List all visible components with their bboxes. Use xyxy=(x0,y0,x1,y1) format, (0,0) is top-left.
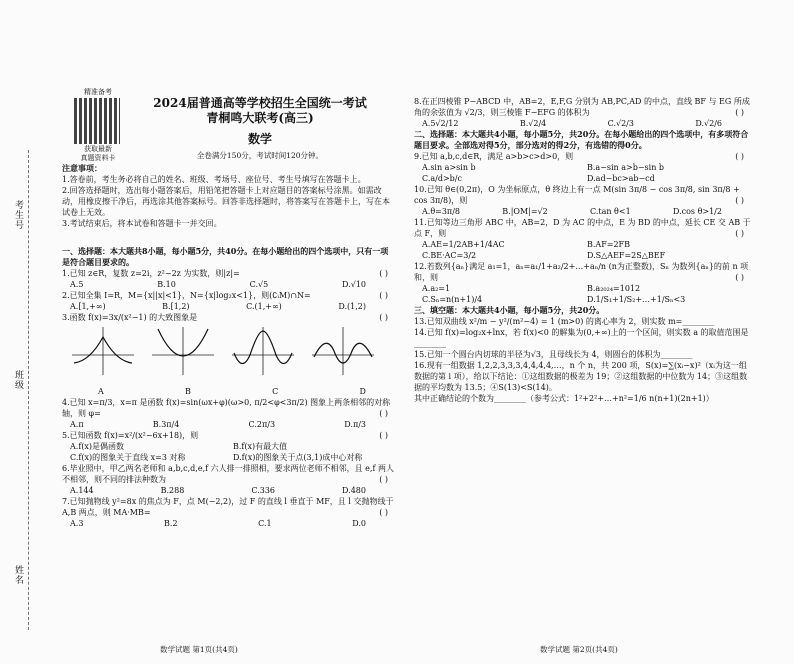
section-3-heading: 三、填空题：本大题共4小题，每小题5分，共20分。 xyxy=(414,305,605,315)
q3-graphs xyxy=(62,323,382,383)
option: C.BE·AC=3/2 xyxy=(422,251,477,260)
label-class: 班级 xyxy=(13,370,23,390)
q8 xyxy=(414,96,752,118)
option: D.S△AEF=2S△BEF xyxy=(587,251,666,260)
notes xyxy=(62,163,396,229)
q11 xyxy=(414,217,752,239)
q2 xyxy=(62,290,396,301)
q1 xyxy=(62,268,396,279)
q11-stem: 11.已知等边三角形 ABC 中，AB=2，D 为 AC 的中点，E 为 BD 的中点，延长 CE 交 AB 于点 F，则 xyxy=(414,218,751,238)
q2-stem: 2.已知全集 I=R，M={x||x|<1}，N={x|log₂x<1}，则(∁ᵢM)∩N= xyxy=(62,291,311,300)
answer-blank: ________ xyxy=(494,394,526,403)
q7 xyxy=(62,496,396,518)
answer-paren: ( ) xyxy=(735,196,744,205)
q3-stem: 3.函数 f(x)=3x/(x²−1) 的大致图象是 xyxy=(62,313,198,322)
q8-options xyxy=(414,118,752,129)
q10-stem: 10.已知 θ∈(0,2π)，O 为坐标原点，θ 终边上有一点 M(sin 3π/8 − cos 3π/8, sin 3π/8 + cos 3π/8)，则 xyxy=(414,185,740,205)
answer-paren: ( ) xyxy=(379,431,388,440)
section-2-heading: 二、选择题：本大题共4小题，每小题5分，共20分。在每小题给出的四个选项中，有多项符合题目要求。全部选对得5分，部分选对的得2分，有选错的得0分。 xyxy=(414,129,749,150)
q16: 16.现有一组数据 1,2,2,3,3,3,4,4,4,4,…，n 个 n，共 200 项，S(x)=∑(xᵢ−x)²（xᵢ为这一组数据的第 i 项），给以下结论：①这组数据的极差为 19；②这组数据的中位数为 14；③这组数据的平均数为 13.5；④S(13)<S(14)。 xyxy=(414,361,748,392)
binding-line xyxy=(28,150,29,630)
q6 xyxy=(62,463,396,485)
title-line-1: 2024届普通高等学校招生全国统一考试 xyxy=(153,96,367,110)
q6-stem: 6.毕业照中，甲乙两名老师和 a,b,c,d,e,f 六人排一排照相，要求两位老师不相邻，且 e,f 两人不相邻，则不同的排法种数为 xyxy=(62,464,394,484)
option: B.288 xyxy=(160,486,185,495)
option: B.a₂₀₂₄=1012 xyxy=(587,284,641,293)
option: A.[1,+∞) xyxy=(70,302,106,311)
answer-blank: ________ xyxy=(660,350,693,359)
q16-question: 其中正确结论的个数为 xyxy=(414,394,494,403)
q9-stem: 9.已知 a,b,c,d∈R，满足 a>b>c>d>0，则 xyxy=(414,152,574,161)
qr-code-icon xyxy=(74,98,120,144)
left-column xyxy=(62,246,396,529)
option: B.a−sin a>b−sin b xyxy=(587,163,665,172)
label-name: 姓名 xyxy=(13,565,23,585)
option: C.Sₙ=n(n+1)/4 xyxy=(422,295,483,304)
q13-stem: 13.已知双曲线 x²/m − y²/(m²−4) = 1 (m>0) 的离心率为 2，则实数 m= xyxy=(414,317,683,326)
option: D.0 xyxy=(352,519,366,528)
graph-b xyxy=(152,327,214,375)
qr-top-text: 精准备考 xyxy=(84,88,112,96)
note-3: 3.考试结束后，将本试卷和答题卡一并交回。 xyxy=(62,219,222,228)
option: A.π xyxy=(70,420,84,429)
q2-options xyxy=(62,301,396,312)
exam-meta: 全卷满分150分，考试时间120分钟。 xyxy=(196,151,324,160)
subject-title: 数学 xyxy=(247,132,272,146)
q14 xyxy=(414,327,752,349)
footer-page-2: 数学试题 第2页(共4页) xyxy=(540,645,618,654)
exam-title xyxy=(140,96,380,126)
q7-stem: 7.已知抛物线 y²=8x 的焦点为 F，点 M(−2,2)，过 F 的直线 l 垂直于 MF，且 l 交抛物线于 A,B 两点，则 MA·MB= xyxy=(62,497,394,517)
note-2: 2.回答选择题时，选出每小题答案后，用铅笔把答题卡上对应题目的答案标号涂黑。如需改动，用橡皮擦干净后，再选涂其他答案标号。回答非选择题时，将答案写在答题卡上，写在本试卷上无效。 xyxy=(62,186,390,217)
note-1: 1.答卷前，考生务必将自己的姓名、班级、考场号、座位号、考生号填写在答题卡上。 xyxy=(62,175,366,184)
q12-stem: 12.若数列{aₙ}满足 a₁=1，aₙ=a₁/1+a₂/2+…+aₙ/n (n为正整数)，Sₙ 为数列{aₙ}的前 n 项和，则 xyxy=(414,262,749,282)
graph-c xyxy=(232,327,294,375)
answer-paren: ( ) xyxy=(379,475,388,484)
option: D.1/S₁+1/S₂+…+1/Sₙ<3 xyxy=(587,295,686,304)
footer-page-1: 数学试题 第1页(共4页) xyxy=(160,645,238,654)
q6-options xyxy=(62,485,396,496)
q15-stem: 15.已知一个圆台内切球的半径为√3，且母线长为 4，则圆台的体积为 xyxy=(414,350,661,359)
option: A.144 xyxy=(70,486,94,495)
option: A xyxy=(98,387,104,396)
option: C.f(x)的图象关于直线 x=3 对称 xyxy=(70,453,186,462)
option: C.(1,+∞) xyxy=(246,302,282,311)
option: B.2 xyxy=(164,519,178,528)
answer-paren: ( ) xyxy=(735,108,744,117)
option: A.5 xyxy=(70,280,84,289)
option: D.√10 xyxy=(342,280,366,289)
answer-paren: ( ) xyxy=(735,229,744,238)
option: B.f(x)有最大值 xyxy=(233,442,288,451)
answer-blank: ________ xyxy=(414,339,446,348)
q10 xyxy=(414,184,752,206)
option: A.3 xyxy=(70,519,84,528)
q4 xyxy=(62,397,396,419)
option: D.(1,2) xyxy=(338,302,366,311)
option: D.π/3 xyxy=(344,420,366,429)
option: C.√5 xyxy=(249,280,269,289)
q12-options xyxy=(414,283,752,305)
answer-paren: ( ) xyxy=(379,508,388,517)
option: A.5√2/12 xyxy=(422,119,459,128)
option: C.1 xyxy=(258,519,272,528)
option: B.10 xyxy=(157,280,176,289)
graph-a xyxy=(72,327,134,375)
answer-paren: ( ) xyxy=(379,409,388,418)
q16-tail xyxy=(414,393,752,404)
q5 xyxy=(62,430,396,441)
label-exam-number: 考生号 xyxy=(13,200,23,230)
option: A.AE=1/2AB+1/4AC xyxy=(422,240,505,249)
option: A.θ=3π/8 xyxy=(422,207,460,216)
q12 xyxy=(414,261,752,283)
answer-paren: ( ) xyxy=(379,269,388,278)
option: D.480 xyxy=(342,486,366,495)
q11-options xyxy=(414,239,752,261)
qr-bottom-text: 获取最新 真题资料卡 xyxy=(80,145,116,162)
q3-options xyxy=(62,386,396,397)
option: D xyxy=(359,387,366,396)
option: A.sin a>sin b xyxy=(422,163,476,172)
notes-heading: 注意事项： xyxy=(62,163,102,173)
option: B.[1,2) xyxy=(162,302,190,311)
option: C.a/d>b/c xyxy=(422,174,462,183)
q15 xyxy=(414,349,752,360)
right-column xyxy=(414,96,752,404)
option: C.2π/3 xyxy=(248,420,276,429)
q9 xyxy=(414,151,752,162)
answer-paren: ( ) xyxy=(735,273,744,282)
option: C.336 xyxy=(251,486,276,495)
q1-stem: 1.已知 z∈R，复数 z=2i，z²−2z 为实数，则|z|= xyxy=(62,269,240,278)
q9-options xyxy=(414,162,752,184)
option: C.√2/3 xyxy=(607,119,634,128)
answer-paren: ( ) xyxy=(735,152,744,161)
q7-options xyxy=(62,518,396,529)
option: D.√2/6 xyxy=(695,119,722,128)
option: B.|OM|=√2 xyxy=(502,207,548,216)
option: D.cos θ>1/2 xyxy=(672,207,722,216)
q14-stem: 14.已知 f(x)=log₂x+lnx，若 f(x)<0 的解集为(0,+∞)上的一个区间，则实数 a 的取值范围是 xyxy=(414,328,749,337)
option: B.3π/4 xyxy=(152,420,180,429)
q3 xyxy=(62,312,396,323)
option: B.√2/4 xyxy=(519,119,547,128)
option: B.AF=2FB xyxy=(587,240,630,249)
title-line-2: 青桐鸣大联考(高三) xyxy=(206,111,314,125)
q10-options xyxy=(414,206,752,217)
graph-d xyxy=(312,327,374,375)
option: A.f(x)是偶函数 xyxy=(70,442,125,451)
option: C.tan θ<1 xyxy=(590,207,631,216)
answer-paren: ( ) xyxy=(379,313,388,322)
q5-options xyxy=(62,441,396,463)
q13 xyxy=(414,316,752,327)
q4-stem: 4.已知 x=π/3，x=π 是函数 f(x)=sin(ωx+φ)(ω>0, π/2<φ<3π/2) 图象上两条相邻的对称轴，则 φ= xyxy=(62,398,391,418)
option: A.a₂=1 xyxy=(422,284,451,293)
q16-reference: （参考公式：1²+2²+…+n²=1/6 n(n+1)(2n+1)） xyxy=(526,394,714,403)
answer-paren: ( ) xyxy=(379,291,388,300)
option: D.f(x)的图象关于点(3,1)成中心对称 xyxy=(233,453,363,462)
q5-stem: 5.已知函数 f(x)=x²/(x²−6x+18)，则 xyxy=(62,431,199,440)
section-1-heading: 一、选择题：本大题共8小题，每小题5分，共40分。在每小题给出的四个选项中，只有一项是符合题目要求的。 xyxy=(62,246,389,267)
option: C xyxy=(272,387,279,396)
q4-options xyxy=(62,419,396,430)
option: D.ad−bc>ab−cd xyxy=(587,174,655,183)
option: B xyxy=(185,387,191,396)
q1-options xyxy=(62,279,396,290)
q8-stem: 8.在正四棱锥 P−ABCD 中，AB=2，E,F,G 分别为 AB,PC,AD 的中点，直线 BF 与 EG 所成角的余弦值为 √2/3，则三棱锥 F−EFG 的体积为 xyxy=(414,97,750,117)
answer-blank: ________ xyxy=(682,317,715,326)
